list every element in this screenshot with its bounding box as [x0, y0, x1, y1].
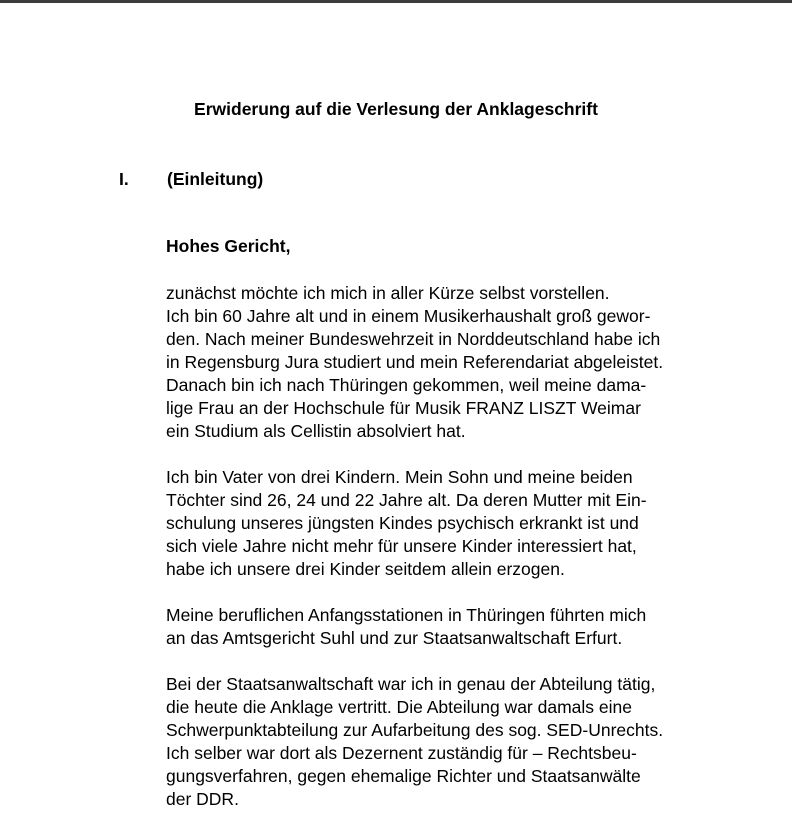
paragraph-line: der DDR.: [166, 789, 239, 809]
paragraph-line: sich viele Jahre nicht mehr für unsere Kinder interessiert hat,: [166, 536, 637, 556]
paragraph: [166, 604, 746, 650]
paragraph-line: den. Nach meiner Bundeswehrzeit in Norddeutschland habe ich: [166, 329, 661, 349]
paragraph-line: zunächst möchte ich mich in aller Kürze selbst vorstellen.: [166, 283, 610, 303]
paragraph: [166, 466, 746, 581]
paragraph: [166, 673, 746, 811]
section-number: I.: [119, 169, 129, 189]
paragraph-line: Ich bin Vater von drei Kindern. Mein Sohn und meine beiden: [166, 467, 633, 487]
paragraph-line: gungsverfahren, gegen ehemalige Richter und Staatsanwälte: [166, 766, 641, 786]
paragraph-line: Meine beruflichen Anfangsstationen in Thüringen führten mich: [166, 605, 647, 625]
paragraph-line: in Regensburg Jura studiert und mein Referendariat abgeleistet.: [166, 352, 664, 372]
paragraph-line: habe ich unsere drei Kinder seitdem allein erzogen.: [166, 559, 565, 579]
paragraph-line: Ich selber war dort als Dezernent zuständig für – Rechtsbeu-: [166, 743, 637, 763]
viewer-top-border: [0, 0, 792, 3]
paragraph-line: Bei der Staatsanwaltschaft war ich in genau der Abteilung tätig,: [166, 674, 656, 694]
paragraph-line: schulung unseres jüngsten Kindes psychisch erkrankt ist und: [166, 513, 639, 533]
paragraph: [166, 282, 746, 443]
paragraph-line: die heute die Anklage vertritt. Die Abteilung war damals eine: [166, 697, 632, 717]
salutation: Hohes Gericht,: [166, 236, 291, 256]
paragraph-line: Ich bin 60 Jahre alt und in einem Musikerhaushalt groß gewor-: [166, 306, 651, 326]
paragraph-line: ein Studium als Cellistin absolviert hat.: [166, 421, 466, 441]
paragraph-line: Schwerpunktabteilung zur Aufarbeitung des sog. SED-Unrechts.: [166, 720, 664, 740]
paragraph-line: lige Frau an der Hochschule für Musik FRANZ LISZT Weimar: [166, 398, 641, 418]
paragraph-line: Danach bin ich nach Thüringen gekommen, weil meine dama-: [166, 375, 647, 395]
paragraph-line: an das Amtsgericht Suhl und zur Staatsanwaltschaft Erfurt.: [166, 628, 623, 648]
section-label: (Einleitung): [167, 169, 264, 189]
document-title: Erwiderung auf die Verlesung der Anklageschrift: [194, 99, 598, 119]
body-text: [166, 282, 746, 824]
paragraph-line: Töchter sind 26, 24 und 22 Jahre alt. Da deren Mutter mit Ein-: [166, 490, 647, 510]
